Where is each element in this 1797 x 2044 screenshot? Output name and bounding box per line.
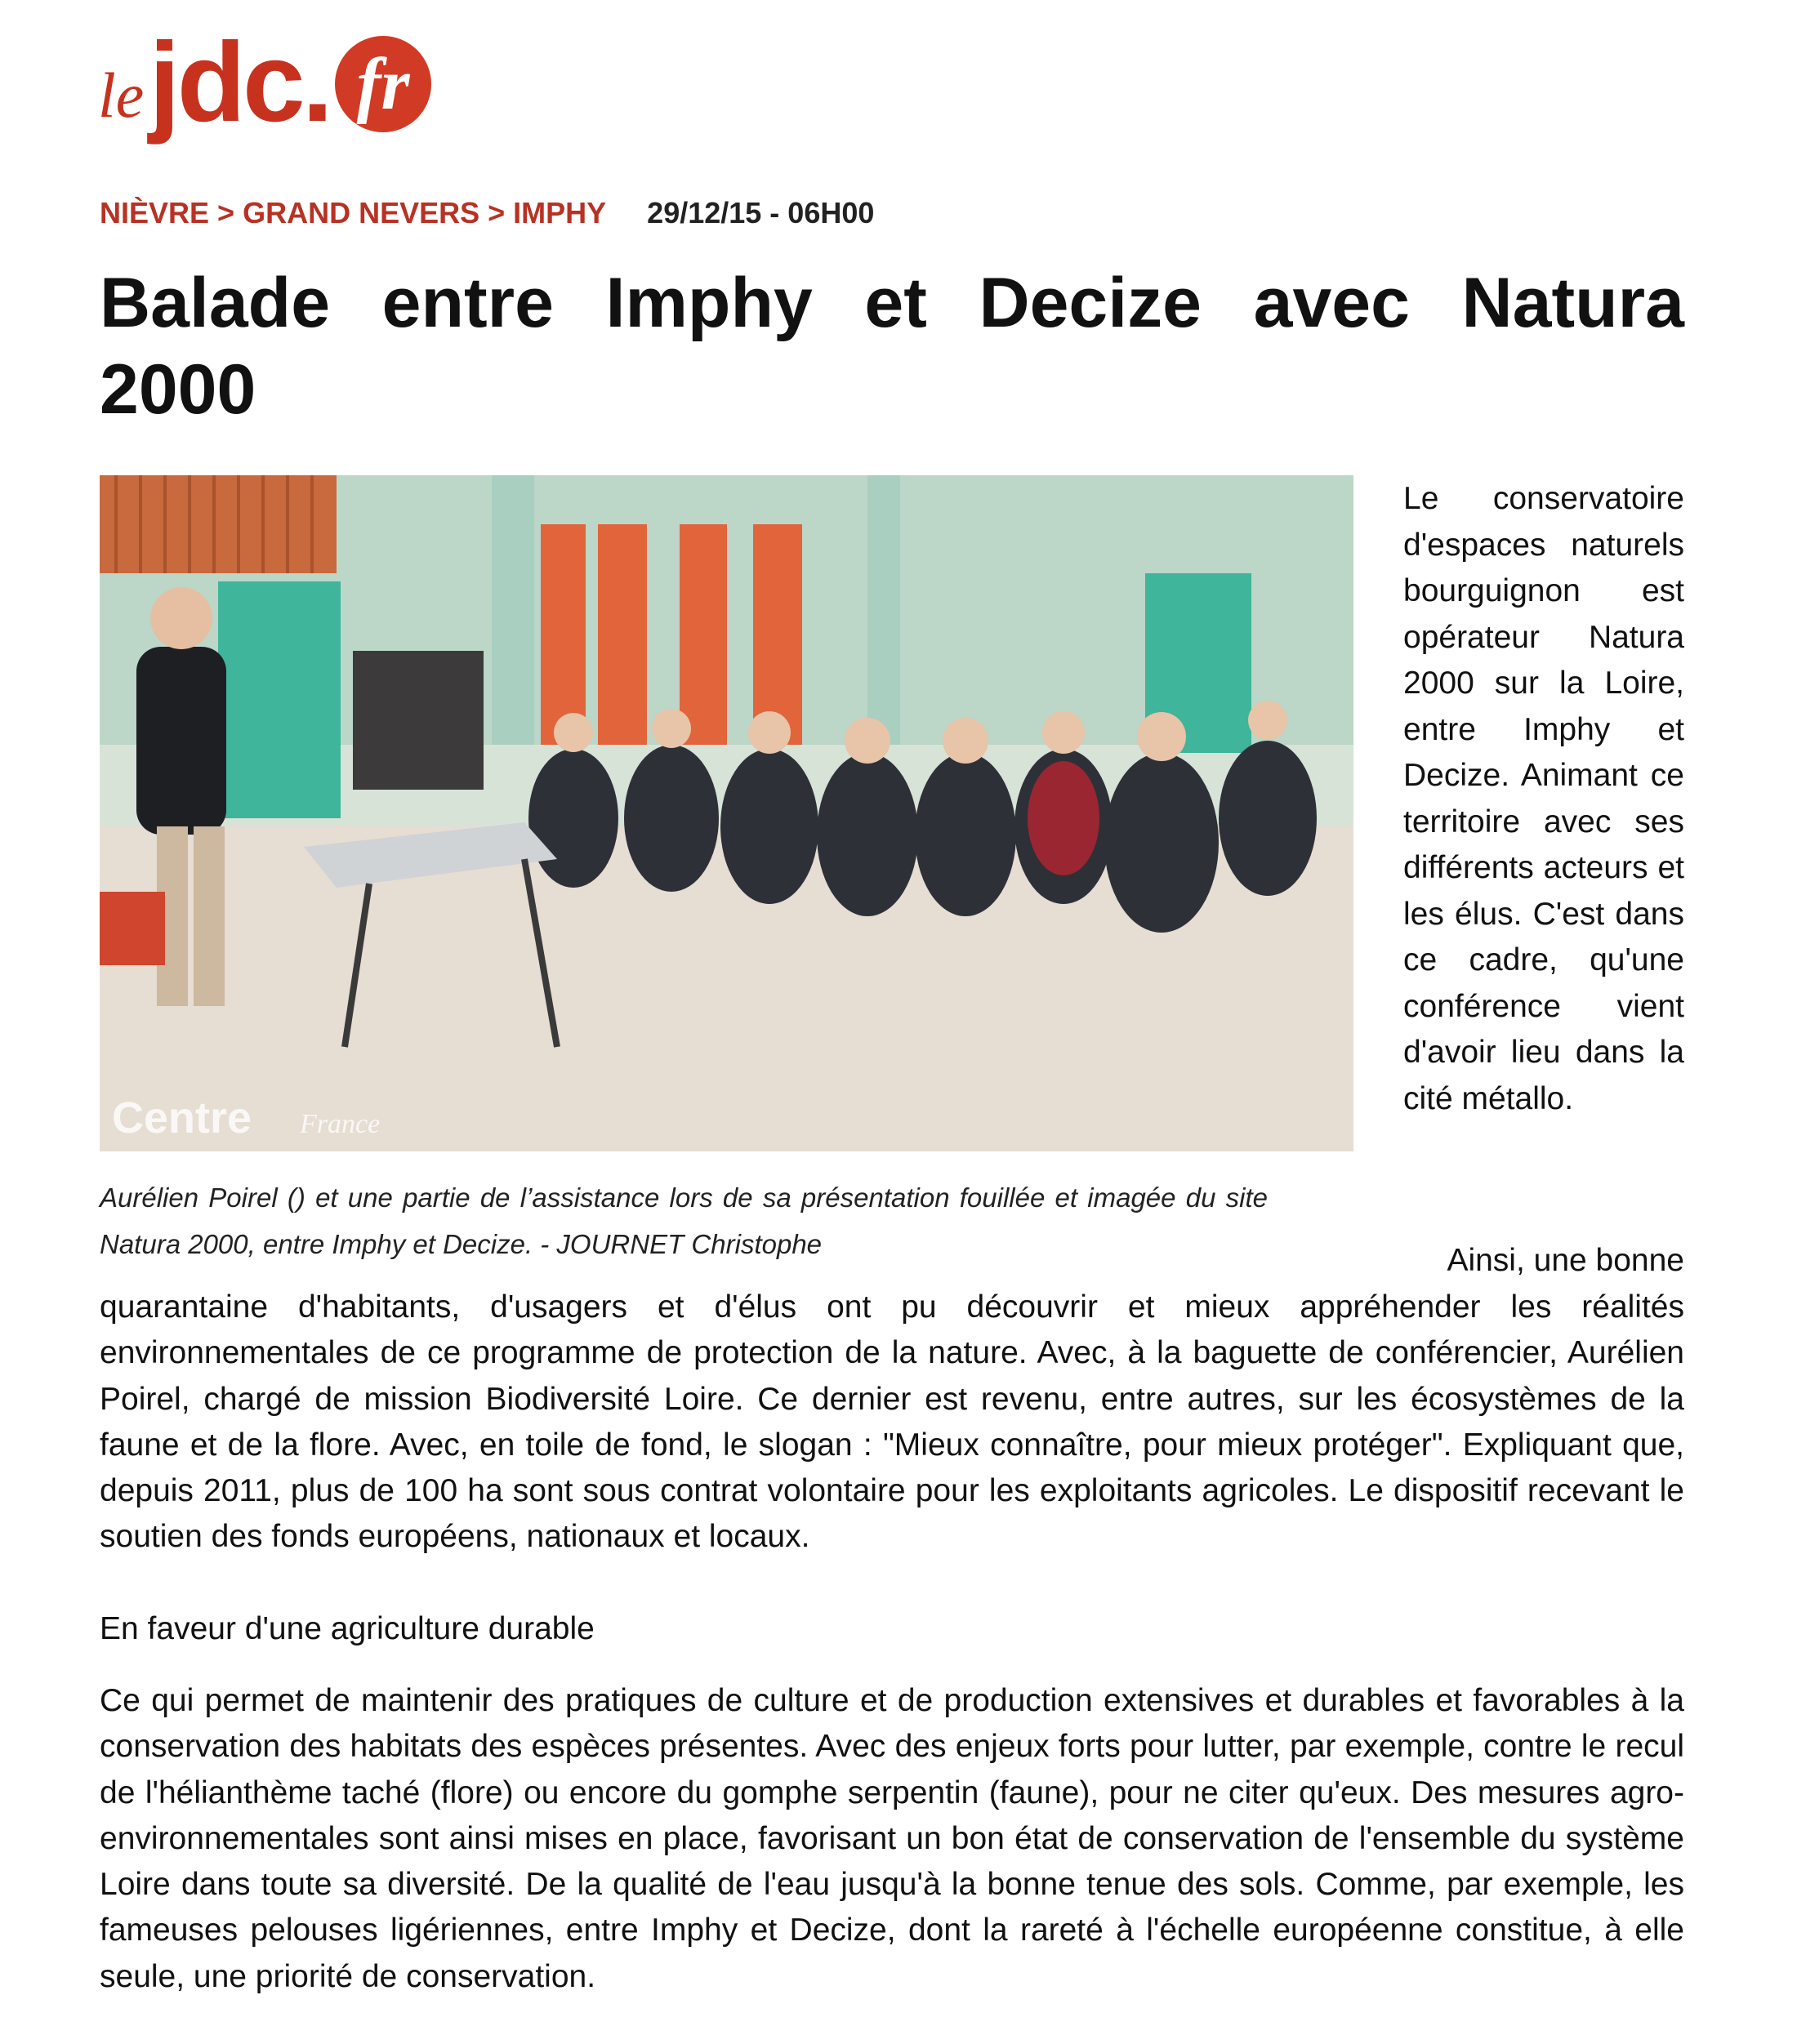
article-paragraph-2-start: Ainsi, une bonne — [1447, 1243, 1684, 1278]
breadcrumb-item-imphy[interactable]: IMPHY — [513, 196, 607, 229]
title-word: avec — [1253, 264, 1410, 342]
article-paragraph-3: Ce qui permet de maintenir des pratiques de culture et de production extensives et durables et favorables à la conservation des habitats des espèces présentes. Avec des enjeux forts pour lutter, par exemple, contre le recul de l'hélianthème taché (flore) ou encore du gomphe serpentin (faune), pour ne citer qu'eux. Des mesures agro-environnementales sont ainsi mises en place, favorisant un bon état de conservation de l'ensemble du système Loire dans toute sa diversité. De la qualité de l'eau jusqu'à la bonne tenue des sols. Comme, par exemple, les fameuses pelouses ligériennes, entre Imphy et Decize, dont la rareté à l'échelle européenne constitue, à elle seule, une priorité de conservation. — [100, 1683, 1684, 1994]
title-word: Decize — [979, 264, 1202, 342]
logo-le: le — [98, 60, 145, 131]
photo-watermark: Centre — [112, 1093, 252, 1142]
breadcrumb-item-grand-nevers[interactable]: GRAND NEVERS — [243, 196, 480, 229]
logo-jdc: jdc — [149, 20, 302, 145]
article-photo[interactable] — [100, 475, 1353, 1151]
title-word: Balade — [100, 264, 331, 342]
breadcrumb-item-nievre[interactable]: NIÈVRE — [100, 196, 210, 229]
breadcrumb — [100, 196, 606, 230]
conference-photo-illustration — [100, 475, 1353, 1151]
logo-fr-badge — [335, 36, 431, 132]
title-word: entre — [381, 264, 554, 342]
article-title-line2: 2000 — [100, 350, 256, 429]
breadcrumb-separator: > — [479, 196, 514, 229]
article-paragraph-2: quarantaine d'habitants, d'usagers et d'élus ont pu découvrir et mieux appréhender les réalités environnementales de ce programme de protection de la nature. Avec, à la baguette de conférencier, Aurélien Poirel, chargé de mission Biodiversité Loire. Ce dernier est revenu, entre autres, sur les écosystèmes de la faune et de la flore. Avec, en toile de fond, le slogan : "Mieux connaître, pour mieux protéger". Expliquant que, depuis 2011, plus de 100 ha sont sous contrat volontaire pour les exploitants agricoles. Le dispositif recevant le soutien des fonds européens, nationaux et locaux. — [100, 1289, 1684, 1555]
breadcrumb-separator: > — [209, 196, 243, 229]
photo-caption: Aurélien Poirel () et une partie de l’assistance lors de sa présentation fouillée et imagée du site Natura 2000, entre Imphy et Decize. - JOURNET Christophe — [100, 1182, 1268, 1259]
site-logo[interactable] — [98, 20, 431, 145]
article-title — [100, 260, 1684, 433]
photo-watermark-small: France — [300, 1109, 381, 1139]
article-meta — [100, 196, 874, 230]
article-datetime: 29/12/15 - 06H00 — [647, 196, 875, 229]
title-word: Imphy — [605, 264, 813, 342]
article-intro: Le conservatoire d'espaces naturels bourguignon est opérateur Natura 2000 sur la Loire, entre Imphy et Decize. Animant ce territoire avec ses différents acteurs et les élus. C'est dans ce cadre, qu'une conférence vient d'avoir lieu dans la cité métallo. — [1403, 481, 1684, 1116]
logo-fr: fr — [356, 43, 410, 125]
logo-dot: . — [301, 20, 334, 145]
title-word: Natura — [1461, 264, 1684, 342]
title-word: et — [864, 264, 927, 342]
article-subheading: En faveur d'une agriculture durable — [100, 1611, 595, 1646]
article-title-line1 — [100, 260, 1684, 346]
